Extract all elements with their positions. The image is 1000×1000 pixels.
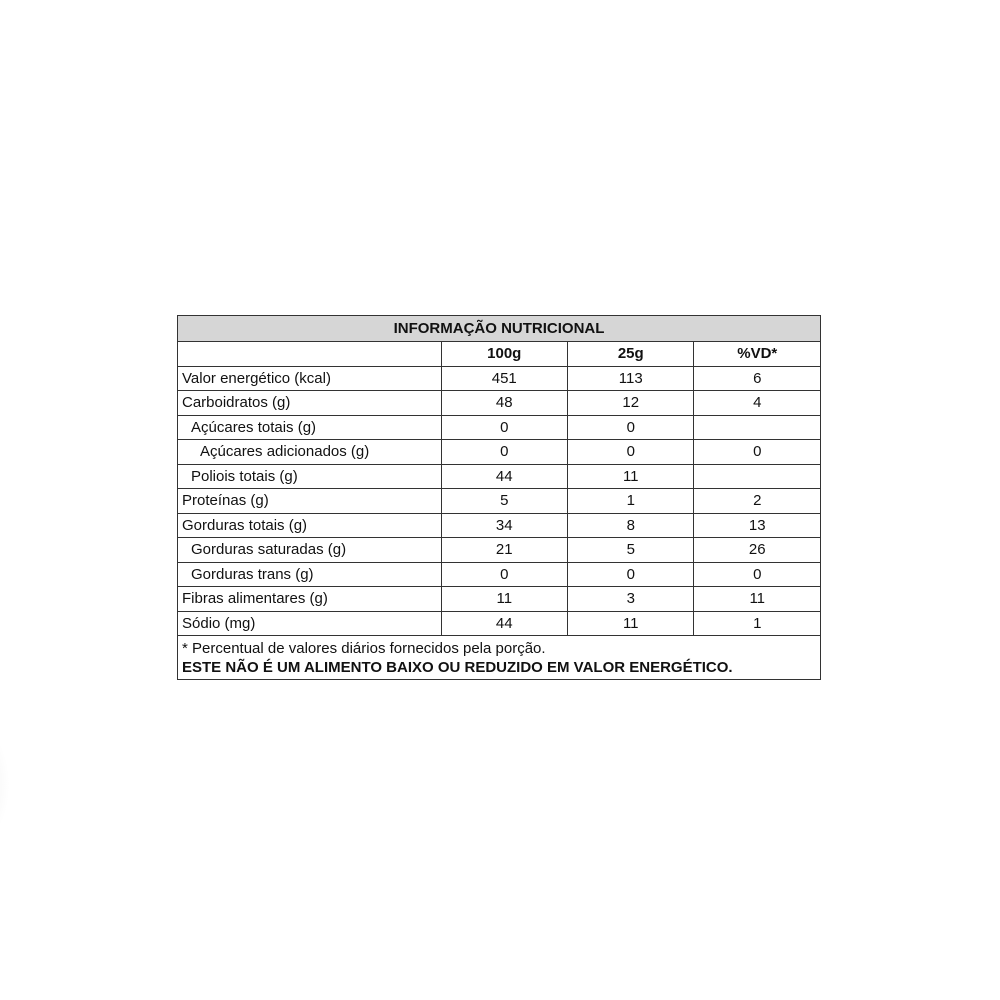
value-vd: 1 xyxy=(694,611,821,636)
value-100g: 44 xyxy=(441,464,567,489)
table-row xyxy=(178,440,821,465)
nutrient-label: Gorduras trans (g) xyxy=(178,562,442,587)
header-empty-cell xyxy=(178,342,442,367)
nutrient-label: Açúcares totais (g) xyxy=(178,415,442,440)
value-25g: 11 xyxy=(568,464,694,489)
table-row xyxy=(178,366,821,391)
nutrient-rows xyxy=(178,366,821,636)
value-25g: 3 xyxy=(568,587,694,612)
value-100g: 0 xyxy=(441,415,567,440)
value-25g: 12 xyxy=(568,391,694,416)
nutrient-label: Proteínas (g) xyxy=(178,489,442,514)
footer-cell xyxy=(178,636,821,680)
header-100g: 100g xyxy=(441,342,567,367)
value-vd: 0 xyxy=(694,562,821,587)
nutrient-label: Gorduras totais (g) xyxy=(178,513,442,538)
value-vd: 13 xyxy=(694,513,821,538)
value-100g: 451 xyxy=(441,366,567,391)
table-row xyxy=(178,464,821,489)
value-25g: 0 xyxy=(568,562,694,587)
nutrition-facts-label xyxy=(177,315,821,680)
footnote-text: * Percentual de valores diários fornecidos pela porção. xyxy=(182,640,546,657)
value-25g: 0 xyxy=(568,440,694,465)
nutrient-label: Açúcares adicionados (g) xyxy=(178,440,442,465)
nutrient-label: Gorduras saturadas (g) xyxy=(178,538,442,563)
value-vd xyxy=(694,415,821,440)
value-25g: 1 xyxy=(568,489,694,514)
value-25g: 8 xyxy=(568,513,694,538)
value-vd: 0 xyxy=(694,440,821,465)
value-vd: 11 xyxy=(694,587,821,612)
nutrition-table xyxy=(177,315,821,680)
footer-row xyxy=(178,636,821,680)
value-vd: 6 xyxy=(694,366,821,391)
table-row xyxy=(178,611,821,636)
value-vd: 4 xyxy=(694,391,821,416)
header-25g: 25g xyxy=(568,342,694,367)
nutrient-label: Valor energético (kcal) xyxy=(178,366,442,391)
table-row xyxy=(178,489,821,514)
warning-text: ESTE NÃO É UM ALIMENTO BAIXO OU REDUZIDO EM VALOR ENERGÉTICO. xyxy=(182,659,733,676)
value-25g: 0 xyxy=(568,415,694,440)
value-100g: 21 xyxy=(441,538,567,563)
value-100g: 44 xyxy=(441,611,567,636)
title-row xyxy=(178,316,821,342)
value-100g: 11 xyxy=(441,587,567,612)
header-row xyxy=(178,342,821,367)
table-row xyxy=(178,513,821,538)
nutrient-label: Fibras alimentares (g) xyxy=(178,587,442,612)
value-25g: 11 xyxy=(568,611,694,636)
table-row xyxy=(178,538,821,563)
table-row xyxy=(178,391,821,416)
value-vd: 2 xyxy=(694,489,821,514)
table-row xyxy=(178,562,821,587)
nutrient-label: Poliois totais (g) xyxy=(178,464,442,489)
value-25g: 113 xyxy=(568,366,694,391)
value-vd xyxy=(694,464,821,489)
table-row xyxy=(178,587,821,612)
table-title: INFORMAÇÃO NUTRICIONAL xyxy=(178,316,821,342)
value-25g: 5 xyxy=(568,538,694,563)
value-100g: 48 xyxy=(441,391,567,416)
value-vd: 26 xyxy=(694,538,821,563)
header-vd: %VD* xyxy=(694,342,821,367)
nutrient-label: Carboidratos (g) xyxy=(178,391,442,416)
value-100g: 34 xyxy=(441,513,567,538)
value-100g: 5 xyxy=(441,489,567,514)
value-100g: 0 xyxy=(441,562,567,587)
table-row xyxy=(178,415,821,440)
value-100g: 0 xyxy=(441,440,567,465)
background-shadow xyxy=(0,720,10,850)
nutrient-label: Sódio (mg) xyxy=(178,611,442,636)
